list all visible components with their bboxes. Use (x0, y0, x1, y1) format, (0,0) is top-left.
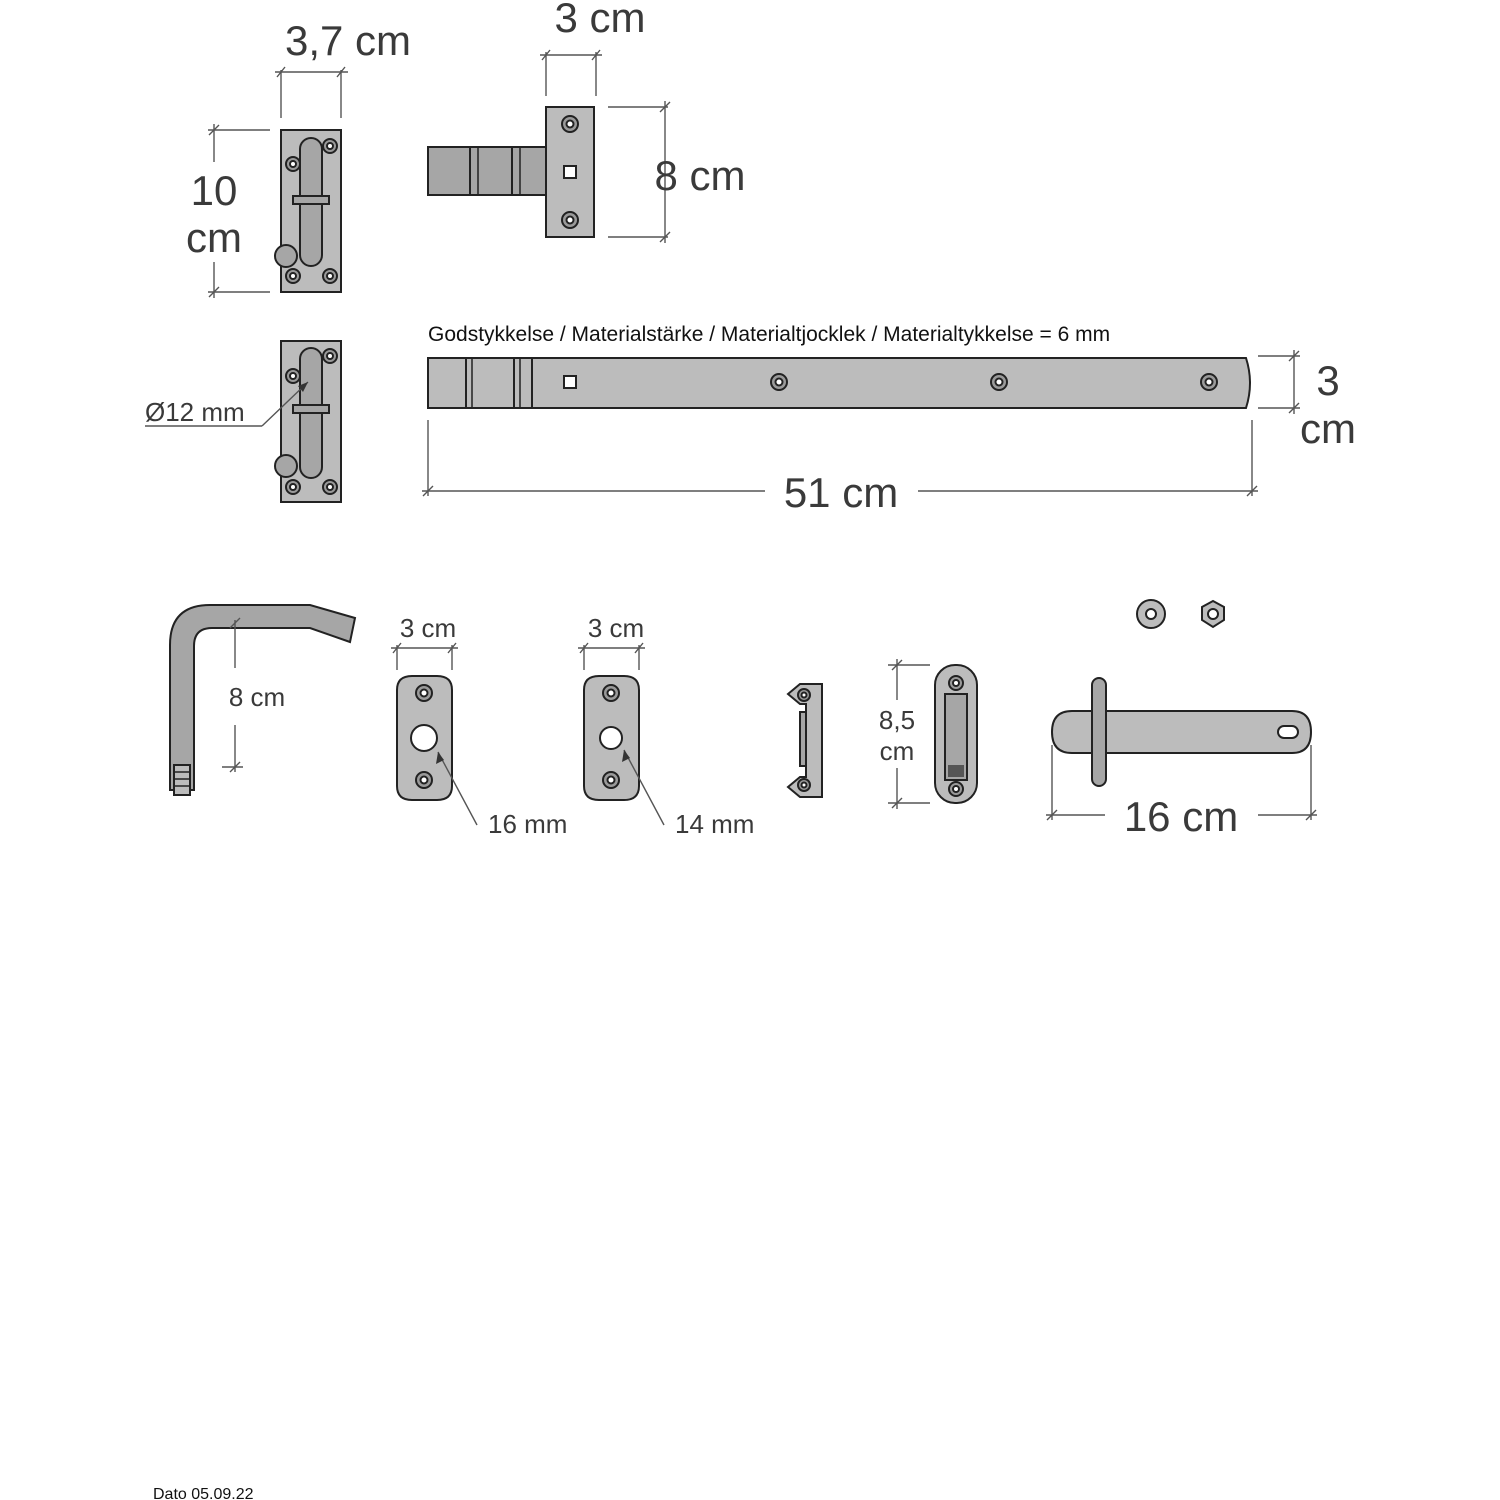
dimension-strap-height (1258, 350, 1356, 452)
bolt-latch-front (275, 341, 341, 502)
dimension-plate-height (180, 124, 270, 298)
dimension-plate2-width (578, 613, 645, 670)
dimension-hinge-height (608, 101, 746, 243)
dimension-strap-length (422, 420, 1258, 516)
keeper-bracket (788, 684, 822, 797)
dimension-bolt-length (1046, 745, 1317, 840)
drawing-date: Dato 05.09.22 (153, 1486, 254, 1500)
slide-keeper (935, 665, 977, 803)
keeper-height-unit: cm (879, 736, 915, 766)
plate1-hole-label: 16 mm (488, 809, 568, 839)
dimension-plate1-width (391, 613, 458, 670)
pin-diameter-label: Ø12 mm (145, 397, 245, 427)
plate-width-label: 3,7 cm (284, 17, 412, 64)
dimension-pintle-height (222, 618, 285, 772)
dimension-plate1-hole (436, 752, 567, 839)
dimension-plate-width (275, 17, 411, 118)
hinge-height-label: 8 cm (654, 152, 746, 199)
material-thickness-note: Godstykkelse / Materialstärke / Materialtjocklek / Materialtykkelse = 6 mm (428, 323, 1111, 346)
bolt-latch-top (275, 130, 341, 292)
dimension-keeper-height (879, 659, 930, 809)
dimension-plate2-hole (622, 750, 754, 839)
plate2-hole-label: 14 mm (675, 809, 755, 839)
hinge-top (428, 107, 594, 237)
hex-nut (1202, 601, 1224, 627)
strap-height-unit: cm (1300, 405, 1356, 452)
plate2-width-label: 3 cm (587, 613, 645, 643)
strap-length-label: 51 cm (783, 469, 899, 516)
dimension-hinge-width (540, 0, 646, 96)
plate1-width-label: 3 cm (399, 613, 457, 643)
keeper-height-number: 8,5 (878, 705, 916, 735)
mounting-plate-14mm (584, 676, 639, 800)
pintle-height-label: 8 cm (228, 682, 286, 712)
plate-height-number: 10 (190, 167, 238, 214)
bolt-length-label: 16 cm (1123, 793, 1239, 840)
hinge-width-label: 3 cm (554, 0, 646, 41)
plate-height-unit: cm (186, 214, 242, 261)
strap-height-number: 3 (1316, 357, 1340, 404)
strap-hinge (428, 358, 1250, 408)
gate-bolt (1052, 678, 1311, 786)
washer (1137, 600, 1165, 628)
mounting-plate-16mm (397, 676, 452, 800)
